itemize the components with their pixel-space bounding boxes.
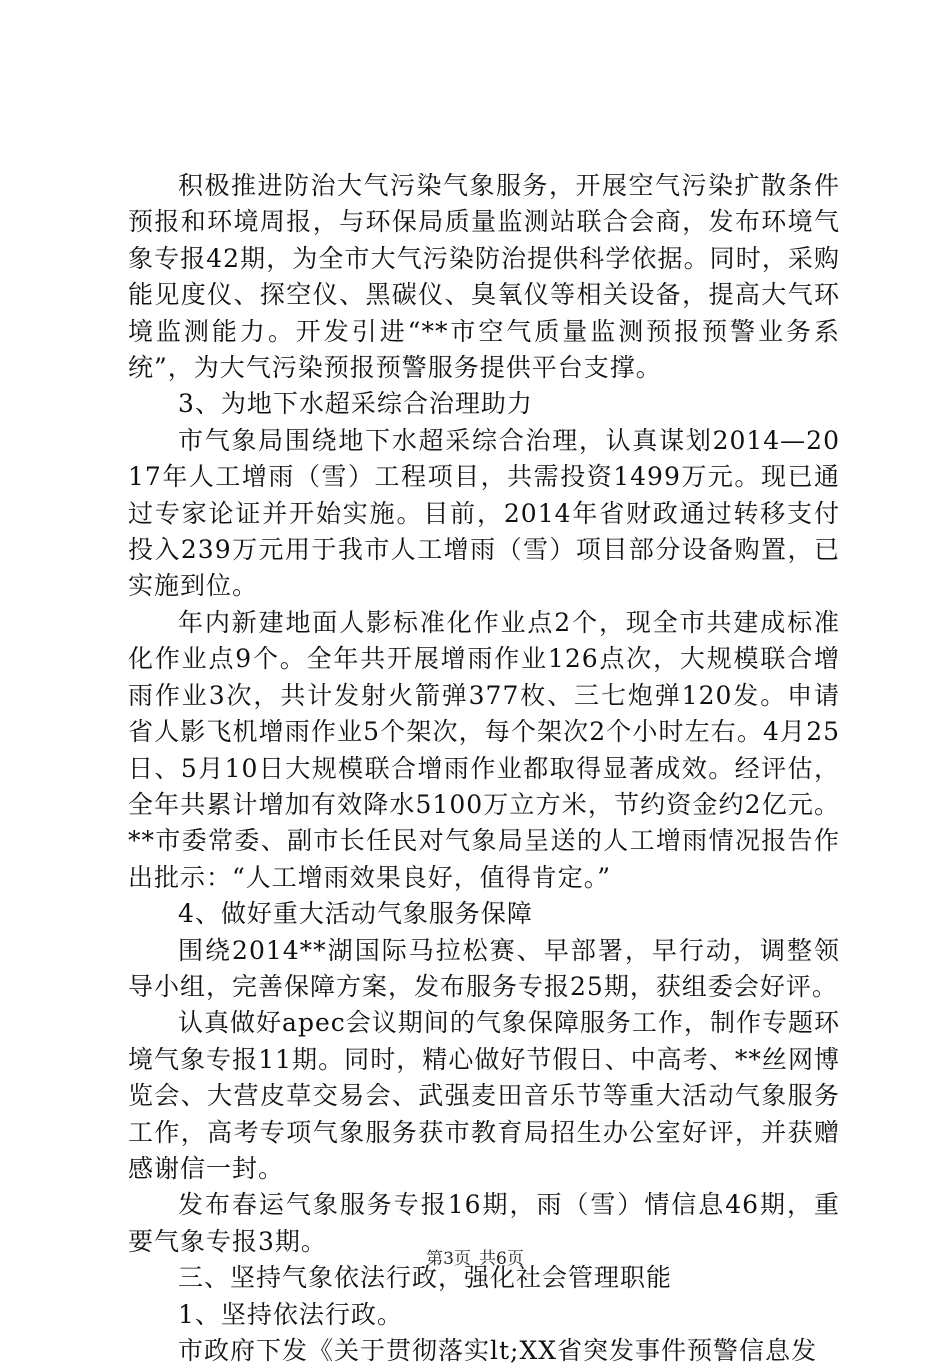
paragraph-rain-enhancement: 年内新建地面人影标准化作业点2个，现全市共建成标准化作业点9个。全年共开展增雨作业126点次，大规模联合增雨作业3次，共计发射火箭弹377枚、三七炮弹120发。申请省人影飞机增雨作业5个架次，每个架次2个小时左右。4月25日、5月10日大规模联合增雨作业都取得显著成效。经评估，全年共累计增加有效降水5100万立方米，节约资金约2亿元。**市委常委、副市长任民对气象局呈送的人工增雨情况报告作出批示：“人工增雨效果良好，值得肯定。” — [128, 607, 840, 892]
heading-section-three: 三、坚持气象依法行政，强化社会管理职能 — [178, 1263, 673, 1293]
heading-major-events: 4、做好重大活动气象服务保障 — [178, 899, 533, 929]
heading-groundwater: 3、为地下水超采综合治理助力 — [178, 389, 533, 419]
document-body — [128, 168, 840, 1369]
paragraph-air-pollution-service: 积极推进防治大气污染气象服务，开展空气污染扩散条件预报和环境周报，与环保局质量监测站联合会商，发布环境气象专报42期，为全市大气污染防治提供科学依据。同时，采购能见度仪、探空仪、黑碳仪、臭氧仪等相关设备，提高大气环境监测能力。开发引进“**市空气质量监测预报预警业务系统”，为大气污染预报预警服务提供平台支撑。 — [128, 171, 840, 383]
paragraph-groundwater: 市气象局围绕地下水超采综合治理，认真谋划2014—2017年人工增雨（雪）工程项目，共需投资1499万元。现已通过专家论证并开始实施。目前，2014年省财政通过转移支付投入239万元用于我市人工增雨（雪）项目部分设备购置，已实施到位。 — [128, 425, 840, 601]
paragraph-apec: 认真做好apec会议期间的气象保障服务工作，制作专题环境气象专报11期。同时，精心做好节假日、中高考、**丝网博览会、大营皮草交易会、武强麦田音乐节等重大活动气象服务工作，高考专项气象服务获市教育局招生办公室好评，并获赠感谢信一封。 — [128, 1008, 840, 1183]
page-footer — [0, 1244, 950, 1269]
page-total: 共6页 — [479, 1249, 524, 1269]
paragraph-marathon: 围绕2014**湖国际马拉松赛、早部署，早行动，调整领导小组，完善保障方案，发布服务专报25期，获组委会好评。 — [128, 935, 840, 1001]
page-number: 第3页 — [426, 1249, 471, 1269]
heading-rule-of-law: 1、坚持依法行政。 — [178, 1299, 403, 1329]
paragraph-government-notice: 市政府下发《关于贯彻落实lt;XX省突发事件预警信息发 — [178, 1336, 818, 1365]
paragraph-spring-festival: 发布春运气象服务专报16期，雨（雪）情信息46期，重要气象专报3期。 — [128, 1190, 841, 1256]
